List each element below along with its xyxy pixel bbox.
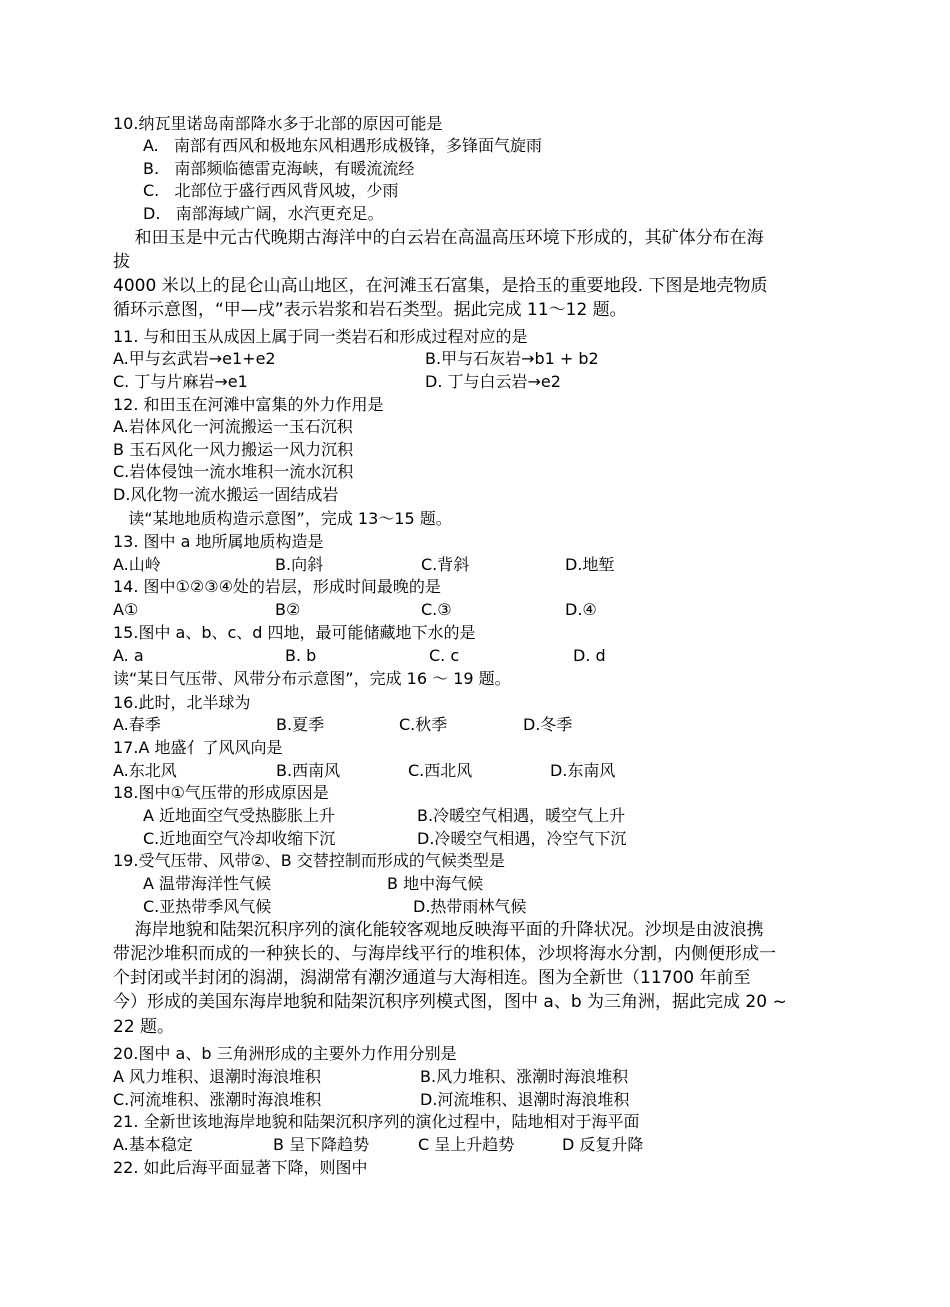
question-16-option-a: A.春季 (113, 715, 161, 734)
question-18-option-d: D.冷暖空气相遇，冷空气下沉 (417, 829, 627, 848)
passage-1-line: 4000 米以上的昆仑山高山地区，在河滩玉石富集，是拾玉的重要地段. 下图是地壳物质 (113, 276, 768, 296)
question-19-option-d: D.热带雨林气候 (413, 897, 527, 916)
passage-2-line: 海岸地貌和陆架沉积序列的演化能较客观地反映海平面的升降状况。沙坝是由波浪携 (113, 920, 764, 940)
question-19-stem: 19.受气压带、风带②、B 交替控制而形成的气候类型是 (113, 851, 505, 870)
question-18-option-b: B.冷暖空气相遇，暖空气上升 (417, 806, 626, 825)
question-12-option-d: D.风化物一流水搬运一固结成岩 (113, 485, 339, 504)
question-13-option-c: C.背斜 (421, 555, 470, 574)
question-16-options-row (113, 714, 573, 736)
question-21-option-b: B 呈下降趋势 (273, 1135, 370, 1154)
passage-1-line: 和田玉是中元古代晚期古海洋中的白云岩在高温高压环境下形成的，其矿体分布在海 (113, 228, 764, 248)
question-15-stem: 15.图中 a、b、c、d 四地，最可能储藏地下水的是 (113, 623, 476, 642)
question-14-option-d: D.④ (565, 600, 597, 619)
question-11-option-b: B.甲与石灰岩→b1 + b2 (425, 349, 599, 368)
question-17-option-c: C.西北风 (408, 761, 473, 780)
question-16-option-c: C.秋季 (399, 715, 448, 734)
question-20-option-b: B.风力堆积、涨潮时海浪堆积 (420, 1067, 629, 1086)
passage-1-line: 拔 (113, 252, 130, 272)
question-13-option-a: A.山岭 (113, 555, 161, 574)
question-21-options-row (113, 1134, 644, 1156)
section-intro-16-19: 读“某日气压带、风带分布示意图”，完成 16 ～ 19 题。 (113, 669, 511, 688)
question-15-option-a: A. a (113, 646, 144, 665)
question-18-options-row (143, 828, 627, 850)
passage-2-line: 今）形成的美国东海岸地貌和陆架沉积序列模式图，图中 a、b 为三角洲，据此完成 20 ~ (113, 992, 787, 1012)
question-21-stem: 21. 全新世该地海岸地貌和陆架沉积序列的演化过程中，陆地相对于海平面 (113, 1112, 640, 1131)
question-10-option-c: C. 北部位于盛行西风背风坡，少雨 (143, 181, 399, 200)
question-17-option-b: B.西南风 (276, 761, 341, 780)
question-11-options-row (113, 348, 599, 370)
question-21-option-a: A.基本稳定 (113, 1135, 193, 1154)
question-10-stem: 10.纳瓦里诺岛南部降水多于北部的原因可能是 (113, 114, 443, 133)
question-18-option-a: A 近地面空气受热膨胀上升 (143, 806, 336, 825)
question-13-option-b: B.向斜 (275, 555, 324, 574)
question-20-option-d: D.河流堆积、退潮时海浪堆积 (420, 1090, 630, 1109)
section-intro-13-15: 读“某地地质构造示意图”，完成 13〜15 题。 (113, 509, 452, 528)
question-11-stem: 11. 与和田玉从成因上属于同一类岩石和形成过程对应的是 (113, 327, 528, 346)
question-16-stem: 16.此时，北半球为 (113, 693, 251, 712)
question-22-stem: 22. 如此后海平面显著下降，则图中 (113, 1158, 368, 1177)
question-12-stem: 12. 和田玉在河滩中富集的外力作用是 (113, 395, 384, 414)
question-12-option-c: C.岩体侵蚀一流水堆积一流水沉积 (113, 462, 354, 481)
question-20-option-c: C.河流堆积、涨潮时海浪堆积 (113, 1090, 322, 1109)
question-20-options-row (113, 1089, 630, 1111)
question-10-option-d: D. 南部海域广阔，水汽更充足。 (143, 204, 384, 223)
question-13-option-d: D.地堑 (565, 555, 615, 574)
question-16-option-b: B.夏季 (276, 715, 325, 734)
question-18-option-c: C.近地面空气冷却收缩下沉 (143, 829, 336, 848)
question-21-option-c: C 呈上升趋势 (418, 1135, 515, 1154)
passage-2-line: 22 题。 (113, 1017, 175, 1037)
passage-2-line: 带泥沙堆积而成的一种狭长的、与海岸线平行的堆积体，沙坝将海水分割，内侧便形成一 (113, 944, 776, 964)
question-20-option-a: A 风力堆积、退潮时海浪堆积 (113, 1067, 322, 1086)
question-17-options-row (113, 760, 616, 782)
question-16-option-d: D.冬季 (523, 715, 573, 734)
question-21-option-d: D 反复升降 (562, 1135, 644, 1154)
question-18-options-row (143, 805, 626, 827)
passage-1-line: 循环示意图，“甲—戌”表示岩浆和岩石类型。据此完成 11〜12 题。 (113, 300, 627, 320)
question-15-option-c: C. c (429, 646, 460, 665)
question-19-option-b: B 地中海气候 (387, 874, 484, 893)
question-17-stem: 17.A 地盛亻了风风向是 (113, 738, 283, 757)
question-15-option-b: B. b (285, 646, 317, 665)
question-20-stem: 20.图中 a、b 三角洲形成的主要外力作用分别是 (113, 1044, 457, 1063)
question-19-option-c: C.亚热带季风气候 (143, 897, 272, 916)
question-14-stem: 14. 图中①②③④处的岩层，形成时间最晚的是 (113, 577, 441, 596)
question-14-option-a: A① (113, 600, 139, 619)
question-17-option-d: D.东南风 (550, 761, 616, 780)
question-14-options-row (113, 599, 597, 621)
question-11-option-c: C. 丁与片麻岩→e1 (113, 372, 248, 391)
question-20-options-row (113, 1066, 629, 1088)
question-12-option-a: A.岩体风化一河流搬运一玉石沉积 (113, 417, 353, 436)
question-19-options-row (143, 873, 484, 895)
question-13-options-row (113, 554, 615, 576)
question-15-options-row (113, 645, 606, 667)
question-11-option-d: D. 丁与白云岩→e2 (425, 372, 561, 391)
question-19-options-row (143, 896, 527, 918)
question-12-option-b: B 玉石风化一风力搬运一风力沉积 (113, 440, 354, 459)
question-10-option-a: A. 南部有西风和极地东风相遇形成极锋，多锋面气旋雨 (143, 136, 543, 155)
passage-2-line: 个封闭或半封闭的潟湖，潟湖常有潮汐通道与大海相连。图为全新世（11700 年前至 (113, 968, 751, 988)
question-11-options-row (113, 371, 561, 393)
question-14-option-b: B② (275, 600, 301, 619)
question-13-stem: 13. 图中 a 地所属地质构造是 (113, 532, 324, 551)
question-17-option-a: A.东北风 (113, 761, 177, 780)
question-19-option-a: A 温带海洋性气候 (143, 874, 272, 893)
question-10-option-b: B. 南部频临德雷克海峡，有暖流流经 (143, 159, 415, 178)
question-11-option-a: A.甲与玄武岩→e1+e2 (113, 349, 276, 368)
question-18-stem: 18.图中①气压带的形成原因是 (113, 783, 329, 802)
question-15-option-d: D. d (573, 646, 606, 665)
question-14-option-c: C.③ (421, 600, 452, 619)
